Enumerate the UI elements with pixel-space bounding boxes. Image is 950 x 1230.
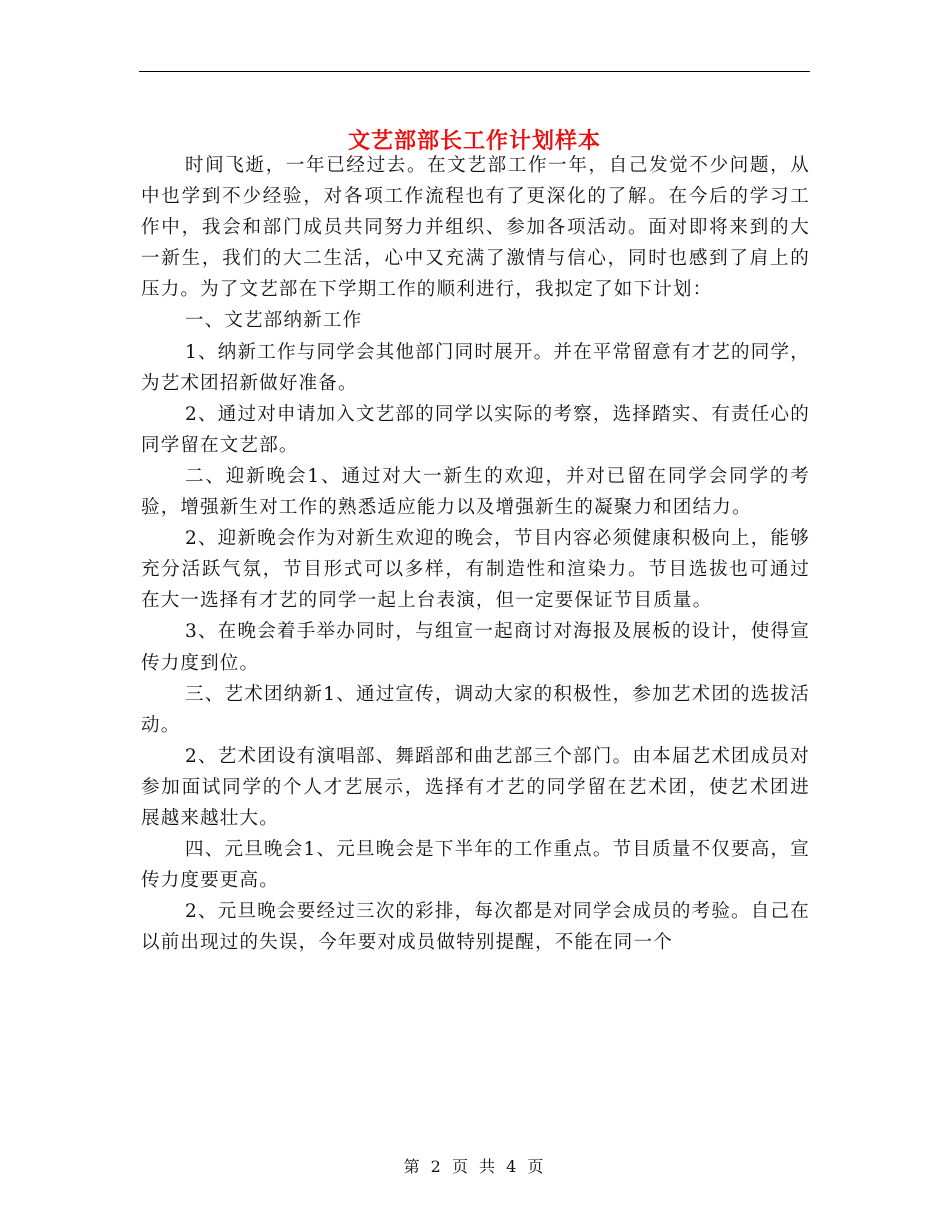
- header-rule: [139, 71, 810, 72]
- paragraph: 2、迎新晚会作为对新生欢迎的晚会，节目内容必须健康积极向上，能够充分活跃气氛，节目形式可以多样，有制造性和渲染力。节目选拔也可通过在大一选择有才艺的同学一起上台表演，但一定要保证节目质量。: [141, 528, 810, 612]
- paragraph: 3、在晚会着手举办同时，与组宣一起商讨对海报及展板的设计，使得宣传力度到位。: [141, 621, 810, 674]
- document-title: 文艺部部长工作计划样本: [347, 127, 601, 154]
- document-body: [141, 150, 810, 958]
- paragraph-art-troupe: 三、艺术团纳新1、通过宣传，调动大家的积极性，参加艺术团的选拔活动。: [141, 683, 810, 736]
- paragraph: 2、通过对申请加入文艺部的同学以实际的考察，选择踏实、有责任心的同学留在文艺部。: [141, 403, 810, 456]
- page-number: 第 2 页 共 4 页: [403, 1157, 547, 1176]
- paragraph: 1、纳新工作与同学会其他部门同时展开。并在平常留意有才艺的同学，为艺术团招新做好准备。: [141, 341, 810, 394]
- paragraph: 2、艺术团设有演唱部、舞蹈部和曲艺部三个部门。由本届艺术团成员对参加面试同学的个人才艺展示，选择有才艺的同学留在艺术团，使艺术团进展越来越壮大。: [141, 745, 810, 829]
- paragraph-intro: 时间飞逝，一年已经过去。在文艺部工作一年，自己发觉不少问题，从中也学到不少经验，对各项工作流程也有了更深化的了解。在今后的学习工作中，我会和部门成员共同努力并组织、参加各项活动。面对即将来到的大一新生，我们的大二生活，心中又充满了激情与信心，同时也感到了肩上的压力。为了文艺部在下学期工作的顺利进行，我拟定了如下计划：: [141, 155, 810, 301]
- section-heading-recruitment: 一、文艺部纳新工作: [185, 310, 363, 332]
- paragraph-new-year-party: 四、元旦晚会1、元旦晚会是下半年的工作重点。节目质量不仅要高，宣传力度要更高。: [141, 839, 810, 892]
- paragraph: 2、元旦晚会要经过三次的彩排，每次都是对同学会成员的考验。自己在以前出现过的失误，今年要对成员做特别提醒，不能在同一个: [141, 901, 810, 954]
- paragraph-welcome-party: 二、迎新晚会1、通过对大一新生的欢迎，并对已留在同学会同学的考验，增强新生对工作的熟悉适应能力以及增强新生的凝聚力和团结力。: [141, 465, 810, 519]
